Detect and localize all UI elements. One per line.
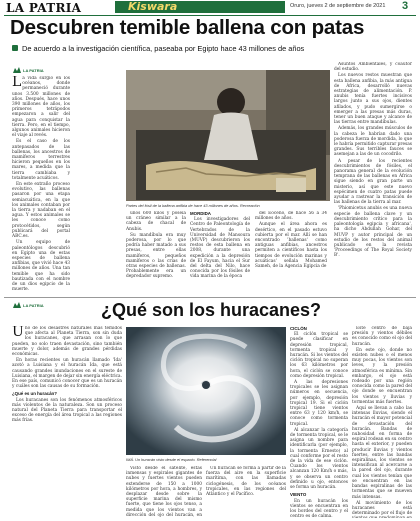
paragraph: Es el caso de los antepasados de las ballenas, los ancestros de mamíferos terrestres hicieron pequeños en los mares, a medida que la tierra cambiaba y totalmente acuáticos. <box>12 139 70 181</box>
article2-kicker: LA PATRIA <box>23 303 44 308</box>
page-number: 3 <box>402 0 409 12</box>
article1-kicker: LA PATRIA <box>23 68 44 73</box>
paragraph: Los huracanes son los fenómenos atmosféricos más violentos de la naturaleza. Son un proceso natural del Planeta Tierra para transportar el exceso de energía del área tropical a las regiones más frías. <box>12 397 122 424</box>
article2-column-5 <box>352 326 412 518</box>
fossil-photo-illustration <box>126 70 330 201</box>
paragraph: Al alcanzar la categoría de tormenta tropical, se le asigna un nombre para identificarla (por ejemplo, la tormenta Ernesto) al cual conforme por el resto de la vida de ese ciclón. Cuando los vientos alcanzan 120 Km/h o más, y se observa un centro definido u ojo, entonces se forma un huracán. <box>290 427 348 491</box>
paragraph: no de los desastres naturales más temidos que afecta al Planeta Tierra, son sin duda los huracanes, que arrasan con lo que pueden, no solo traen devastación, sino también muerte y dolor, además de grandes pérdidas económicas. <box>12 326 122 358</box>
paragraph: Asuntos Ambientales, y coautor del estudio. <box>334 62 412 73</box>
paragraph: 'Phiomicetus anubis es una nueva especie de ballena clave y un descubrimiento crítico para la paleontología egipcia y africana', ha dicho Abdullah Gohar, del MUVP y autor principal de un estudio de los restos del animal publicado en la revista 'Proceedings of The Royal Society B'. <box>334 206 412 259</box>
paragraph: A las depresiones tropicales se les asignan números en secuencia, por ejemplo, depresión tropical 19. Si el ciclón tropical tiene vientos entre 63 y 120 km/h, se conoce como tormenta tropical. <box>290 380 348 427</box>
paragraph: del Eoceno, de hace 56 a 34 millones de años. <box>255 211 327 222</box>
article-separator <box>4 297 416 298</box>
article1-column-3 <box>190 211 250 295</box>
paragraph: Un equipo de paleontólogos descubrió en Egipto una de estas especies de ballena anfibias, que vivió hace 43 millones de años. Una tan temible que ha sido bautizada con el nombre de un dios egipcio de la muerte. <box>12 240 70 293</box>
article1-column-2 <box>126 211 186 295</box>
paragraph: Los nuevos restos muestran que esta ballena anfibia, la más antigua de África, desarrolló nuevas estrategias de alimentación. P. anubis tenía fuertes incisivos largos junto a sus ojos, dientes afilados, y pudo sumergirse o emerger a las presas más duras, tener un buen ataque y alcance de las tierras entre mandíbulas. <box>334 73 412 126</box>
section-subheading: VIENTO <box>290 492 307 498</box>
fossil-photo <box>126 70 330 201</box>
paragraph: Este centro de baja presión y vientos débiles es conocido como el ojo del huracán. <box>352 326 412 347</box>
subhead-bullet-icon <box>12 45 18 51</box>
paragraph: Los investigadores del Centro de Paleontología de Vertebrados de la Universidad de Mansoura (MUVP) descubrieron los restos de esta ballena en 2008, durante una expedición a la depresión de El Fayum, hacia el Sur del delta del Nilo, hace conocida por los fósiles de vida marina de la época <box>190 217 250 280</box>
paragraph: Además, los grandes músculos de la cabeza le habrían dado una poderosa fuerza de mordida, lo que le habría permitido capturar presas grandes. Sus terribles fauces se asemejan a las de un cocodrilo. <box>334 126 412 158</box>
section-subheading: CICLÓN <box>290 326 307 331</box>
paragraph: a vida surgió en los océanos, donde permaneció durante unos 3.500 millones de años. Después, hace unos 390 millones de años, los primeros tetrápodos empezaron a salir del agua para conquistar la tierra. Pero, en el tiempo, algunos animales hicieron el viaje al revés. <box>12 76 70 139</box>
paragraph: En este extraño proceso evolutivo, las ballenas pasaron por una etapa semiacuática, en la que los animales contaban por la tierra y nadaban en el agua. Y estos animales se les conoce como protocétidos, según publicará del portal ABC.es. <box>12 182 70 240</box>
paragraph: unos 600 kilos y poseía un cráneo similar a la cabeza de chacal de Anubis. <box>126 211 186 232</box>
hurricane-illustration <box>126 327 286 455</box>
paragraph: Al movimiento de los huracanes está determinado por el flujo de <box>352 500 412 517</box>
hurricane-photo <box>126 327 286 455</box>
paragraph: Visto desde el satélite, estas inmensas y espirales gigantes de nubes y fuertes vientos pueden extenderse de 150 a 1000 kilómetros por hora, a hombres, y desplazar desde sobre la superficie marina del mismo fuerte, que tiene los ojos tenso, a medida que los vientos van a dirección del ojo del huracán, en <box>126 466 202 518</box>
article1-column-right <box>334 62 412 295</box>
dropcap: U <box>12 326 24 340</box>
article2-column-1 <box>12 326 122 516</box>
article1-column-1 <box>12 76 70 294</box>
paragraph: En horas recientes un huracán llamado 'Ida' azotó a Luisiana y el huracán Ida, que está causando grandes inundaciones en el sureste de Luisiana, el margen de dejar sin energía eléctrica. En ese país, comunicó conocer que es un huracán y cuáles son las causas de su formación. <box>12 358 122 390</box>
paragraph: A pesar de los recientes descubrimientos de fósiles, el panorama general de la evolución temprana de las ballenas en África sigue siendo en gran parte un misterio, así que este nuevo espécimen de cuatro patas puede ayudar a rastrear la transición de las ballenas de la tierra al mar. <box>334 158 412 206</box>
article1-column-4 <box>255 211 327 295</box>
paragraph: El ciclón tropical se puede clasificar en depresión tropical, tormenta tropical y huracán. Si los vientos del ciclón tropical no superan los 63 kilómetros por hora, el ciclón se conoce como depresión tropical. <box>290 332 348 379</box>
section-subheading: MORDIDA <box>190 211 211 216</box>
article1-headline: Descubren temible ballena con patas <box>10 16 365 39</box>
la-patria-logo-icon <box>12 301 22 309</box>
paragraph: En este ojo, donde no existen nubes o el menos muy pocas, los vientos son leves, y la presión atmosférica es mínima. Sin embargo, el ojo está rodeado por una región conocida como la pared del ojo donde se encuentran los vientos y lluvias y tormentas más fuertes. <box>352 347 412 405</box>
article2-column-3-bottom <box>206 466 286 518</box>
la-patria-logo-icon <box>12 66 22 74</box>
fossil-photo-caption: Partes del fósil de la ballena anfibia de hace 43 millones de años. Recreación <box>126 203 260 208</box>
article2-column-2 <box>126 466 202 518</box>
paragraph: En un huracán los vientos se encuentran en los bordes del centro y el centro es de calma. <box>290 498 348 518</box>
paragraph: Aunque el área ahora es desértico, en el pasado estuvo cubierta por el mar. Allí se han encontrado 'ballenas' como antiguas anfibias, ancestros permiten a científicos hasta los tiempos de evolución marinas y acuáticas' señala Mohamed Sameh, de la Agencia Egipcia de <box>255 222 327 270</box>
dateline: Oruro, jueves 2 de septiembre de 2021 <box>290 3 386 9</box>
masthead: LA PATRIA <box>6 1 82 15</box>
paragraph: Un huracán se forma a partir de la fuerza del aire en la superficie marítima, con las llamadas ciclogénesis, de los océanos tropicales, en las regiones del Atlántico y el Pacífico. <box>206 466 286 498</box>
section-subheading: ¿Qué es un huracán? <box>12 391 57 397</box>
article2-column-4 <box>290 326 348 518</box>
article2-headline: ¿Qué son los huracanes? <box>101 300 322 320</box>
paragraph: Su mandíbula era muy poderosa, por lo que podría haber matado a sus presas, entre ellas mamíferos, pequeños mamíferos o las crías de otras especies de ballenas. Probablemente era un depredador supremo. <box>126 232 186 280</box>
section-name: Kiswara <box>128 0 178 13</box>
article1-subhead: De acuerdo a la investigación científica, paseaba por Egipto hace 43 millones de años <box>22 44 305 53</box>
hurricane-photo-caption: IMÁ. Un huracán visto desde el espacio. Referencial <box>126 457 217 462</box>
paragraph: Aquí se llevan a cabo las intensas lluvias, siendo el huracán el mayor potencial de devastación del huracán. Bandas de nubosidad en forma de espiral rodean en su centro hasta el exterior, y pueden producir lluvias y vientos fuertes, entre las bandas espiralinas, los vientos se intensifican al acercarse a la pared del ojo, durante cual los vientos tenían que se encuentran en las bandas espiralinas de las tormentas que se mueven más intensas. <box>352 406 412 500</box>
dropcap: L <box>12 76 22 90</box>
